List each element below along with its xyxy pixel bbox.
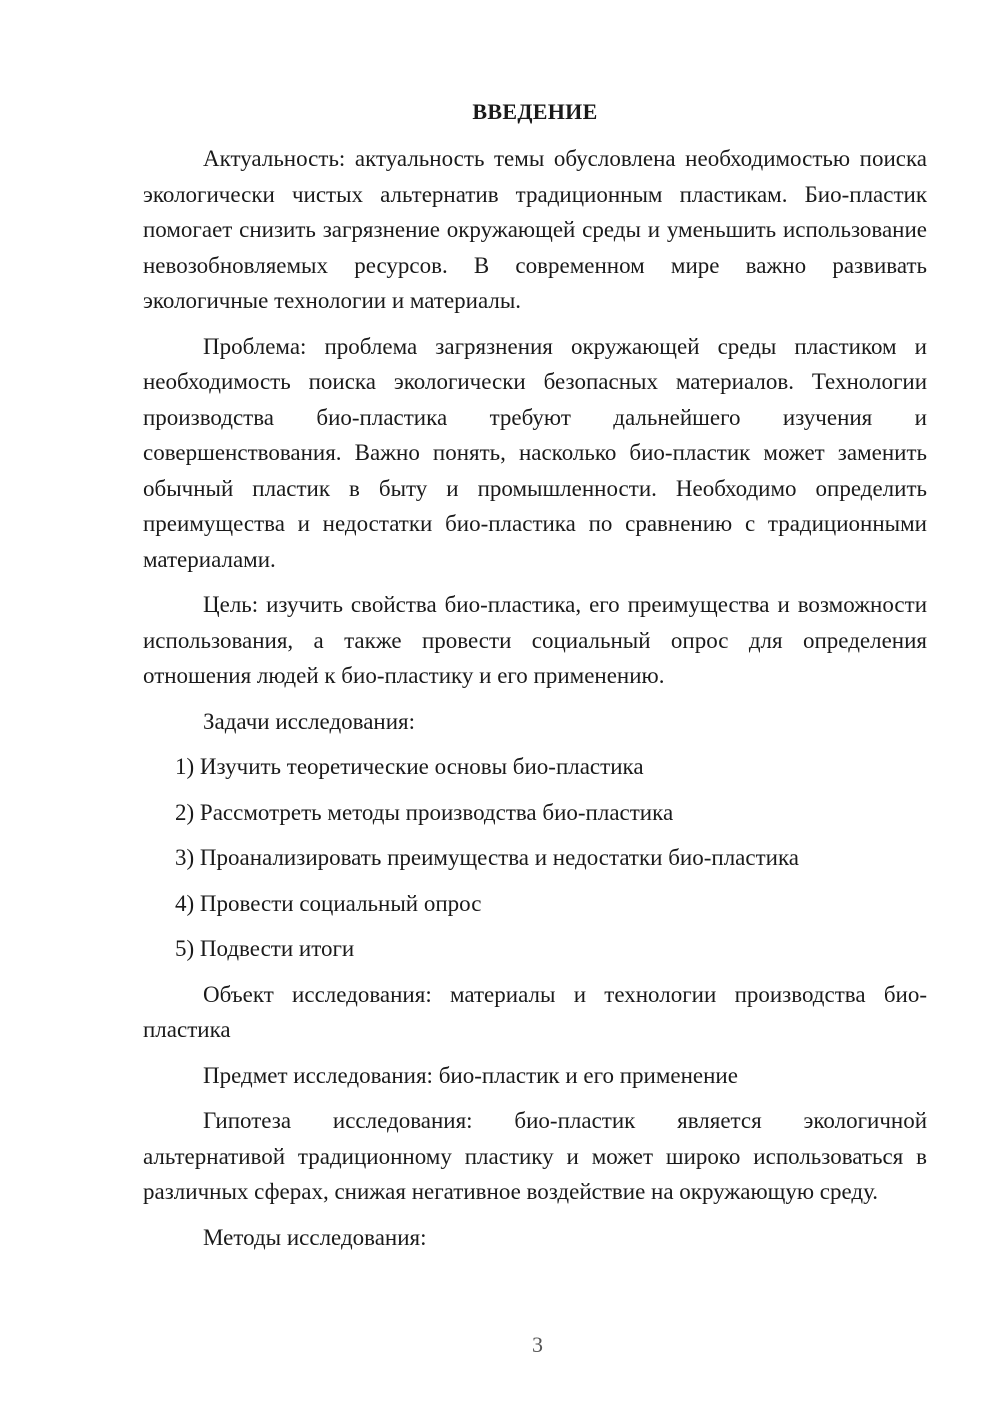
page-content (143, 94, 927, 1265)
task-item-2: 2) Рассмотреть методы производства био-пластика (175, 799, 674, 825)
object-paragraph: Объект исследования: материалы и технологии производства био-пластика (143, 981, 927, 1042)
relevance-paragraph: Актуальность: актуальность темы обусловлена необходимостью поиска экологически чистых альтернатив традиционным пластикам. Био-пластик помогает снизить загрязнение окружающей среды и уменьшить использование невозобновляемых ресурсов. В современном мире важно развивать экологичные технологии и материалы. (143, 146, 927, 313)
problem-paragraph: Проблема: проблема загрязнения окружающей среды пластиком и необходимость поиска экологически безопасных материалов. Технологии производства био-пластика требуют дальнейшего изучения и совершенствования. Важно понять, насколько био-пластик может заменить обычный пластик в быту и промышленности. Необходимо определить преимущества и недостатки био-пластика по сравнению с традиционными материалами. (143, 333, 927, 572)
goal-paragraph: Цель: изучить свойства био-пластика, его преимущества и возможности использования, а также провести социальный опрос для определения отношения людей к био-пластику и его применению. (143, 592, 927, 688)
tasks-heading: Задачи исследования: (203, 708, 416, 734)
task-item-5: 5) Подвести итоги (175, 936, 355, 961)
page-number: 3 (532, 1332, 543, 1357)
page-title: ВВЕДЕНИЕ (472, 99, 598, 124)
tasks-list (143, 749, 927, 967)
subject-paragraph: Предмет исследования: био-пластик и его применение (203, 1062, 738, 1088)
task-item-3: 3) Проанализировать преимущества и недостатки био-пластика (175, 845, 799, 870)
methods-heading: Методы исследования: (203, 1224, 427, 1250)
hypothesis-paragraph: Гипотеза исследования: био-пластик является экологичной альтернативой традиционному пластику и может широко использоваться в различных сферах, снижая негативное воздействие на окружающую среду. (143, 1108, 927, 1204)
task-item-4: 4) Провести социальный опрос (175, 890, 482, 916)
task-item-1: 1) Изучить теоретические основы био-пластика (175, 754, 644, 779)
